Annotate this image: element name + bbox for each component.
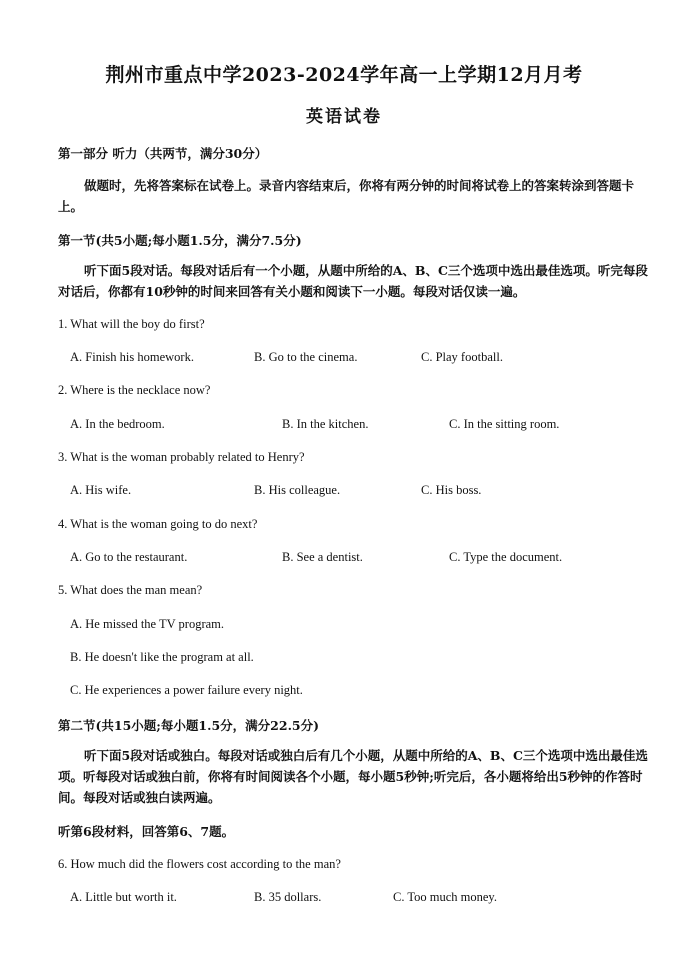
q4-option-a: A. Go to the restaurant.	[70, 550, 188, 564]
q3-option-c: C. His boss.	[421, 483, 482, 497]
material-heading: 听第6段材料，回答第6、7题。	[58, 824, 235, 839]
part1-instruction: 做题时，先将答案标在试卷上。录音内容结束后，你将有两分钟的时间将试卷上的答案转涂到答题卡上。	[58, 178, 635, 214]
q2-option-a: A. In the bedroom.	[70, 417, 165, 431]
q4-option-b: B. See a dentist.	[282, 550, 363, 564]
section2-heading: 第二节(共15小题;每小题1.5分，满分22.5分)	[58, 718, 320, 733]
question-4: 4. What is the woman going to do next?	[58, 517, 258, 531]
section2-instruction: 听下面5段对话或独白。每段对话或独白后有几个小题，从题中所给的A、B、C三个选项中选出最佳选项。听每段对话或独白前，你将有时间阅读各个小题，每小题5秒钟;听完后，各小题将给出5秒钟的作答时间。每段对话或独白读两遍。	[58, 748, 648, 805]
q1-option-b: B. Go to the cinema.	[254, 350, 358, 364]
question-3: 3. What is the woman probably related to Henry?	[58, 450, 305, 464]
q1-option-a: A. Finish his homework.	[70, 350, 194, 364]
q5-option-c: C. He experiences a power failure every night.	[70, 683, 303, 697]
q4-option-c: C. Type the document.	[449, 550, 563, 564]
question-6: 6. How much did the flowers cost according to the man?	[58, 857, 341, 871]
question-5: 5. What does the man mean?	[58, 583, 203, 597]
q6-option-a: A. Little but worth it.	[70, 890, 177, 904]
q6-option-c: C. Too much money.	[393, 890, 497, 904]
exam-subtitle: 英语试卷	[306, 107, 382, 127]
q5-option-b: B. He doesn't like the program at all.	[70, 650, 254, 664]
q2-option-c: C. In the sitting room.	[449, 417, 560, 431]
q5-option-a: A. He missed the TV program.	[70, 617, 225, 631]
q1-option-c: C. Play football.	[421, 350, 503, 364]
question-1: 1. What will the boy do first?	[58, 317, 205, 331]
exam-title: 荆州市重点中学2023-2024学年高一上学期12月月考	[105, 64, 583, 86]
section1-heading: 第一节(共5小题;每小题1.5分，满分7.5分)	[58, 233, 302, 248]
q6-option-b: B. 35 dollars.	[254, 890, 322, 904]
q3-option-b: B. His colleague.	[254, 483, 341, 497]
section1-instruction: 听下面5段对话。每段对话后有一个小题，从题中所给的A、B、C三个选项中选出最佳选项。听完每段对话后，你都有10秒钟的时间来回答有关小题和阅读下一小题。每段对话仅读一遍。	[58, 263, 648, 299]
q2-option-b: B. In the kitchen.	[282, 417, 369, 431]
question-2: 2. Where is the necklace now?	[58, 383, 211, 397]
q3-option-a: A. His wife.	[70, 483, 132, 497]
part1-heading: 第一部分 听力（共两节，满分30分）	[58, 146, 268, 161]
